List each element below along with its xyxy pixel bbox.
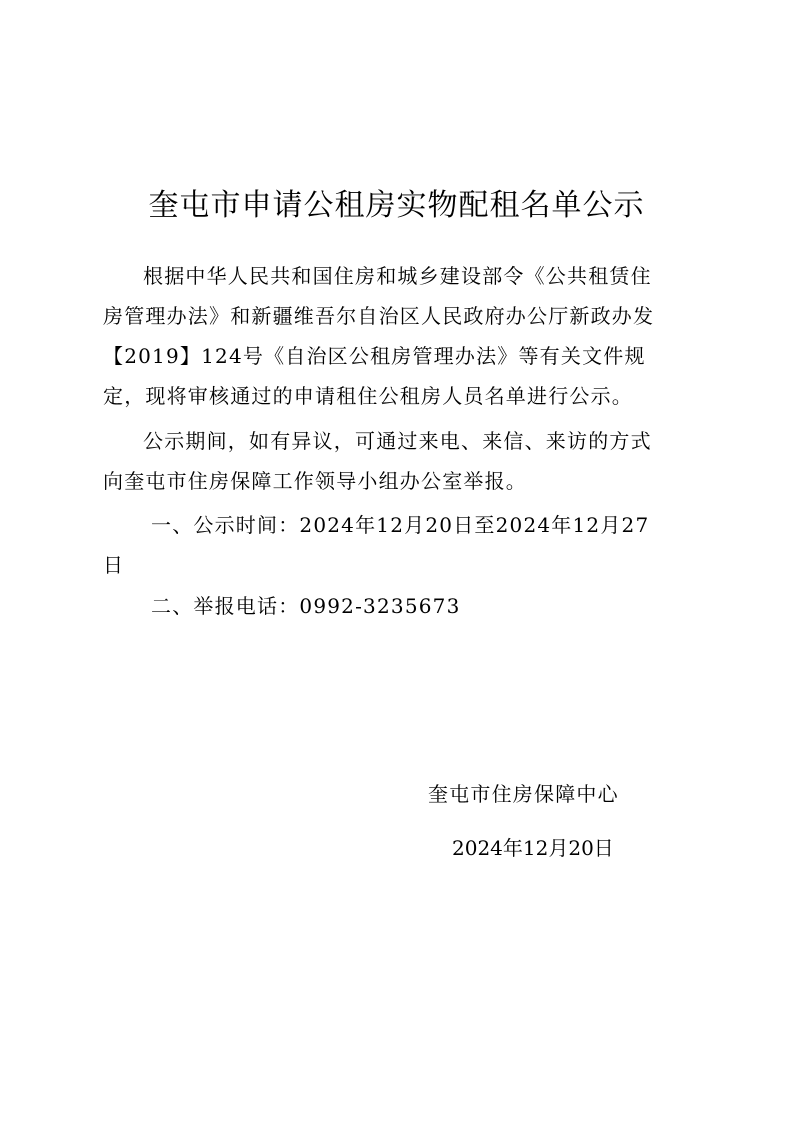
paragraph-publicity-period: 一、公示时间：2024年12月20日至2024年12月27日 [103,513,650,577]
paragraph-report-phone: 二、举报电话：0992-3235673 [151,594,461,618]
document-title: 奎屯市申请公租房实物配租名单公示 [148,188,645,223]
signature-organization: 奎屯市住房保障中心 [428,782,619,806]
paragraph-legal-basis: 根据中华人民共和国住房和城乡建设部令《公共租赁住房管理办法》和新疆维吾尔自治区人民政府办公厅新政办发【2019】124号《自治区公租房管理办法》等有关文件规定，现将审核通过的申请租住公租房人员名单进行公示。 [103,264,655,408]
paragraph-objection-notice: 公示期间，如有异议，可通过来电、来信、来访的方式向奎屯市住房保障工作领导小组办公室举报。 [103,429,652,493]
signature-date: 2024年12月20日 [452,836,614,860]
